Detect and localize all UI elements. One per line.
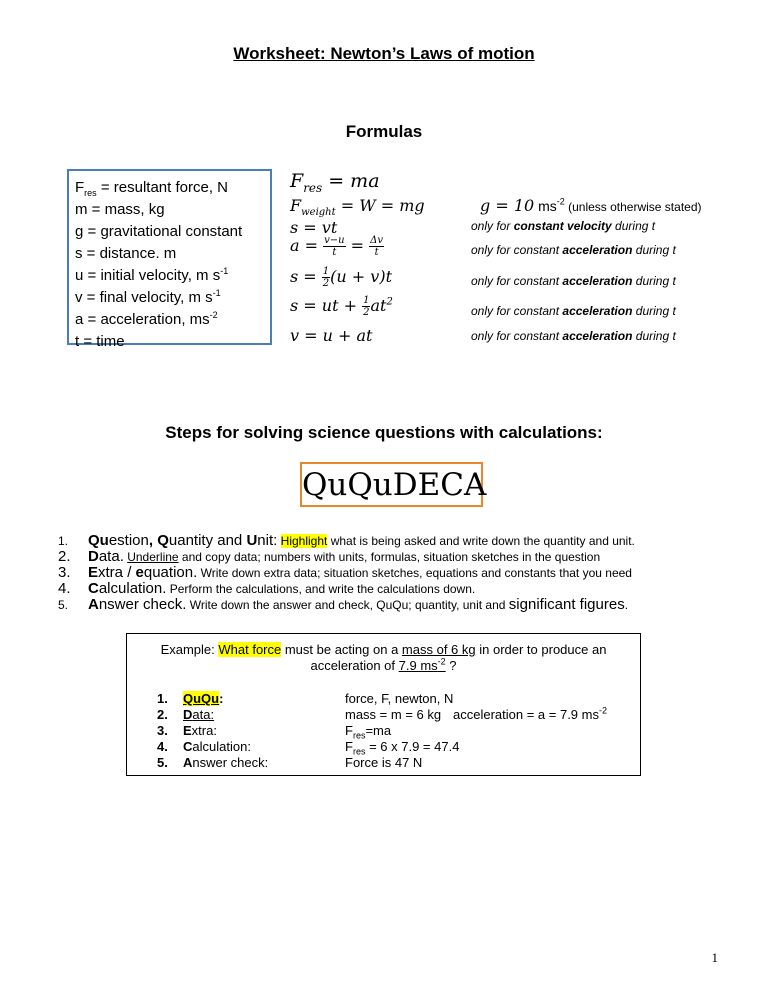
note-constant-velocity: only for constant velocity during t <box>471 219 656 233</box>
formula-resultant-force: $F_{res}$ = ma <box>290 170 380 195</box>
page-number: 1 <box>711 950 718 965</box>
step-item: 4. Calculation. Perform the calculations, and write the calculations down. <box>58 580 476 597</box>
note-constant-acceleration: only for constant acceleration during t <box>471 329 676 343</box>
legend-item: v = final velocity, m $s^{-1}$ <box>75 288 221 306</box>
formula-final-velocity: v = u + at <box>290 326 373 345</box>
legend-item: $F_{res}$ = resultant force, N <box>75 179 228 198</box>
legend-item: s = distance. m <box>75 245 177 262</box>
example-row: 4. Calculation: $F_{res} = 6$ x 7.9 = 47.4 <box>157 739 460 757</box>
gravity-constant: g = 10 $ms^{-2}$ (unless otherwise stated) <box>480 196 702 215</box>
step-item: 5. Answer check. Write down the answer and check, QuQu; quantity, unit and significant figures. <box>58 596 629 613</box>
example-row: 5. Answer check: Force is 47 N <box>157 755 423 770</box>
step-item: 2. Data. Underline and copy data; numbers with units, formulas, situation sketches in the question <box>58 548 601 565</box>
formula-distance-velocity: s = vt <box>290 218 338 237</box>
note-constant-acceleration: only for constant acceleration during t <box>471 304 676 318</box>
legend-item: a = acceleration, $ms^{-2}$ <box>75 310 218 328</box>
example-question: Example: What force must be acting on a mass of 6 kg in order to produce an acceleration of 7.9 $ms^{-2}$ ? <box>160 642 607 673</box>
legend-item: u = initial velocity, m $s^{-1}$ <box>75 266 229 284</box>
legend-item: m = mass, kg <box>75 201 165 218</box>
example-row: 3. Extra: $F_{res}=ma$ <box>157 723 392 741</box>
variable-legend <box>67 169 272 350</box>
steps-heading: Steps for solving science questions with calculations: <box>165 423 603 442</box>
formula-average-velocity: s = $\frac{1}{2}$ (u + v)t <box>290 266 393 289</box>
formulas-heading: Formulas <box>345 122 423 141</box>
note-constant-acceleration: only for constant acceleration during t <box>471 243 676 257</box>
step-item: 3. Extra / equation. Write down extra data; situation sketches, equations and constants that you need <box>58 564 632 581</box>
formula-acceleration: a = $\frac{v-u}{t}$ = $\frac{\Delta v}{t}$ <box>290 235 384 258</box>
page-title: Worksheet: Newton’s Laws of motion <box>233 44 535 63</box>
legend-item: g = gravitational constant <box>75 223 243 240</box>
formula-weight: $F_{weight} = W$ = mg <box>290 196 425 219</box>
acronym-box: QuQuDECA <box>300 462 483 507</box>
example-acceleration: acceleration = a = 7.9 $ms^{-2}$ <box>453 705 607 722</box>
example-row: 2. Data: mass = m = 6 kg <box>157 707 442 722</box>
legend-item: t = time <box>75 333 125 350</box>
step-item: 1. Question, Quantity and Unit: Highlight what is being asked and write down the quantity and unit. <box>58 532 635 549</box>
formula-displacement: s = ut + $\frac{1}{2}$ $at^2$ <box>290 295 393 318</box>
note-constant-acceleration: only for constant acceleration during t <box>471 274 676 288</box>
example-row: 1. QuQu: force, F, newton, N <box>157 691 454 706</box>
example-box <box>126 633 641 776</box>
